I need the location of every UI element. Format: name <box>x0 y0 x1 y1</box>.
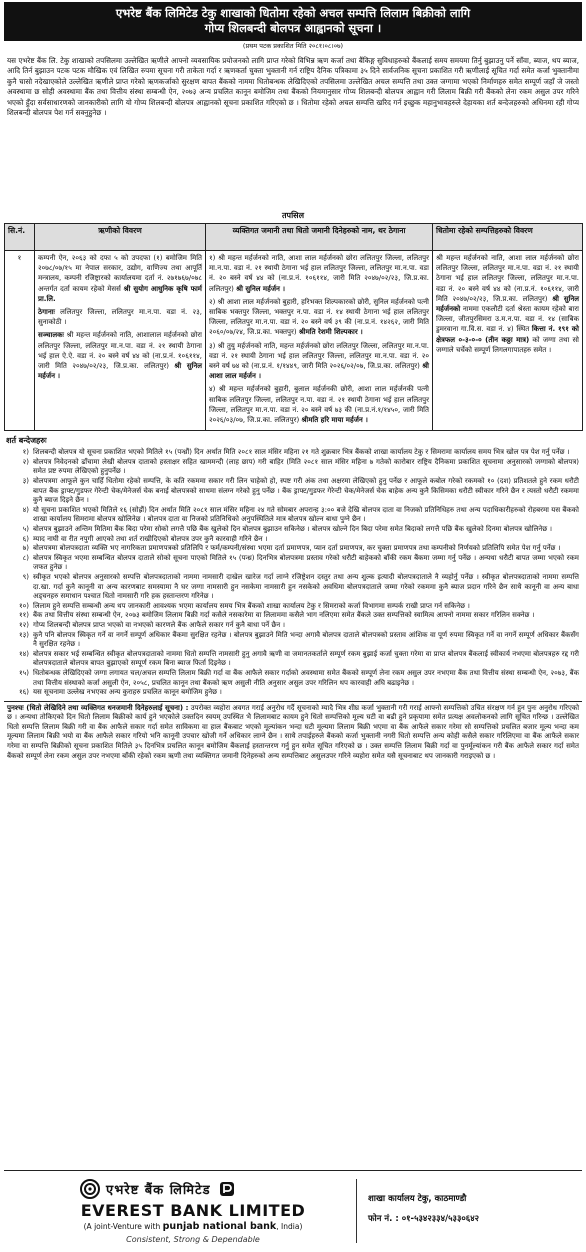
condition-text: बोलपत्र स्विकृत भएमा सम्बन्धित बोलपत्र दाताले सोको सूचना पाएको मितिले १५ (पन्ध्र) दिनभित्र बोलपत्रमा प्रस्ताव गरेको धरौटी बाहेकको बाँकी रकम बैंकमा जम्मा गर्नु पर्नेछ । अन्यथा धरौटी बापत जम्मा भएको रकम जफत हुनेछ । <box>33 553 579 572</box>
condition-text: धितोबन्धक लेखिदिएको जग्गा लगायत चल/अचल सम्पत्ति लिलाम बिक्री गर्दा वा बैंक आफैले सकार गर्दाको अवस्थामा समेत बैंकको सम्पूर्ण लेना रकम असुल उपर नभएमा बैंक तथा वित्तीय संस्था सम्बन्धी ऐन, २०७३, बैंक तथा वित्तीय संस्थाको कर्जा असुली ऐन, २०५८, प्रचलित कानून तथा बैंकको ऋण असुली नीति अनुसार असुल उपर गरिलिन थप कारवाही अघि बढाइनेछ । <box>33 668 579 687</box>
property-owner-text: श्री महन्त मर्हर्जनको नाति, आशा लाल मर्हर्जनको छोरा ललितपुर जिल्ला, ललितपुर मा.न.पा. वडा नं. २१ स्थायी ठेगाना भई हाल ललितपुर जिल्ला, ललितपुर मा.न.पा. वडा नं. २० बस्ने वर्ष ४४ को (ना.प्र.नं. १०६११४, जारी मिति २०४७/०२/२३, जि.प्र.का. ललितपुर) <box>436 254 579 303</box>
condition-number: ६) <box>22 534 29 543</box>
condition-text: कुनै पनि बोलपत्र स्विकृत गर्ने वा नगर्ने सम्पूर्ण अधिकार बैंकमा सुरक्षित रहनेछ । बोलपत्र बुझाउने मिति भन्दा अगावै बोलपत्र दाताले बोलपत्रको प्रस्ताव आंशिक वा पूर्ण रुपमा स्विकृत गर्ने वा नगर्ने सम्पूर्ण अधिकार बैंकसँग नै सुरक्षित रहनेछ । <box>33 630 579 649</box>
condition-number: ८) <box>22 553 29 562</box>
list-item <box>7 458 579 477</box>
list-item <box>7 477 579 506</box>
header-property: धितोमा रहेको सम्पत्तिहरुको विवरण <box>433 224 583 251</box>
borrower-director-text: श्री महन्त मर्हर्जनको नाति, आशालाल मर्हर्जनको छोरा ललितपुर जिल्ला, ललितपुर मा.न.पा. वडा नं. २१ स्थायी ठेगाना भई हाल ऐ.ऐ. वडा नं. २० बस्ने वर्ष ४४ को (ना.प्र.नं. १०६११४, जारी मिति २०४७/०२/२३, जि.प्र.का. ललितपुर) <box>38 331 202 371</box>
condition-text: बोलपत्र बुझाउने अन्तिम मितिमा बैंक बिदा परेमा सोको लगत्तै पछि बैंक खुलेको दिन बोलपत्र बुझाउन सकिनेछ । बोलपत्र खोल्ने दिन बिदा परेमा समेत बिदाको लगत्तै पछि बैंक खुलेको दिनमा बोलपत्र खोलिनेछ । <box>33 525 552 533</box>
schedule-table <box>4 223 583 431</box>
guarantor-item <box>209 384 429 425</box>
header-guarantor: व्यक्तिगत जमानी तथा धितो जमानी दिनेहरुको नाम, थर ठेगाना <box>206 224 433 251</box>
condition-text: म्याद नाघी वा रीत नपुगी आएको तथा शर्त राखीदिएको बोलपत्र उपर कुनै कारवाही गरिने छैन । <box>33 534 268 543</box>
list-item <box>7 544 579 554</box>
branch-office: शाखा कार्यालय टेकु, काठमाण्डौ <box>368 1194 467 1204</box>
special-notice <box>7 704 579 762</box>
condition-text: गोप्य शिलबन्दी बोलपत्र प्राप्त भएको वा नभएको कारणले बैंक आफैले सकार गर्न कुनै बाधा पर्ने छैन । <box>33 620 286 629</box>
footer <box>4 1170 582 1249</box>
condition-text: बैंक तथा वित्तीय संस्था सम्बन्धी ऐन, २०७३ बमोजिम लिलाम बिक्री गर्दा कसैले नसकारेमा वा लिलाममा कसैले भाग नलिएमा समेत बैंकले उक्त सम्पत्तिको स्वामित्व आफ्नो नाममा सकार गरिलिन सक्नेछ । <box>33 611 535 620</box>
list-item <box>7 602 579 612</box>
condition-text: लिलाम हुने सम्पत्ति सम्बन्धी अन्य थप जानकारी आवश्यक भएमा कार्यालय समय भित्र बैंकको शाखा कार्यालय टेकु र सिमराको कर्जा विभागमा सम्पर्क राखी प्राप्त गर्न सकिनेछ । <box>33 601 470 610</box>
guarantor-text: ४) श्री महन्त मर्हर्जनको बुहारी, बुलाल मर्हर्जनकी छोरी, आशा लाल मर्हर्जनकी पत्नी साबिक ललितपुर जिल्ला, ललितपुर न.पा. वडा नं. २१ स्थायी ठेगाना भई हाल ललितपुर जिल्ला, ललितपुर मा.न.पा. वडा नं. २० बस्ने वर्ष ७३ की (ना.प्र.नं.१/१४५०, जारी मिति २०२६/०३/०७, जि.प्र.का. ललितपुर) <box>209 385 429 425</box>
condition-number: ७) <box>22 544 29 553</box>
borrower-address <box>38 307 202 327</box>
borrower-address-label: ठेगानाः <box>38 308 55 317</box>
special-notice-text: उपरोक्त व्यहोरा अवगत गराई अनुरोध गर्दै सूचनाको म्यादै भित्र शीघ्र कर्जा भुक्तानी गरी गराई आफ्नो सम्पत्तिको उचित संरक्षण गर्न हुन पुनः अनुरोध गरिएको छ । अन्यथा तोकिएको दिन धितो लिलाम बिक्रीको कार्य हुने भएकोले उक्तदिन स्वयम् उपस्थित भै लिलामबाट कायम हुने धितो सम्पत्तिको मूल्य घटी वा बढी हुने प्रकृयामा समेत प्रत्यक्ष अवलोकनको लागि सूचित गरिन्छ । उल्लेखित धितो सम्पत्ति लिलाम बिक्री गरी वा बैंक आफैले सकार गर्दा समेत साविकमा वा हाल बैंकबाट भएको मूल्यांकन भन्दा घटी मूल्यमा लिलाम बिक्री भएमा वा बैंक आफैले सकार गरेमा सो सम्पत्तिको प्रचलित बजार मूल्य भन्दा कम मूल्यमा लिलाम बिक्री भयो वा बैंक आफैले सकार गरियो भनि कानूनी उपचार खोजी गर्ने अधिकार लाग्ने छैन । साथै तपाईहरुले बैंकको कर्जा भुक्तानी नगरी धितो सम्पत्ति अन्य कोही कसैले सकार गरिलिएमा वा बैंक आफैले सकार गरेमा वा सम्पत्ति बिक्रीको सूचना प्रकाशित मितिले ३५ दिनभित्र प्रचलित कानून बमोजिम बैंकलाई हस्तान्तरण गर्नु हुन समेत सूचित गरिएको छ । उक्त सम्पत्ति लिलाम बिक्री गर्दा वा पुनर्मूल्यांकन गरी बैंक आफैले सकार गर्दा समेत बैंकको सम्पूर्ण लेना रकम असुल उपर नभएमा बाँकी रहेको रकम ऋणी तथा व्यक्तिगत जमानी दिनेहरुको अन्य सम्पत्तिबाट असुलउपर गरिने व्यहोरा समेत यसै सूचनाबाट थप जानकारी गराइएको छ । <box>7 703 580 760</box>
guarantor-name: श्रीमति रेशमी शिल्पकार । <box>298 328 363 337</box>
bank-emblem-icon <box>80 1179 100 1199</box>
borrower-company-name: श्री सुयोग आधुनिक कृषि फार्म प्रा.लि. <box>38 284 202 303</box>
guarantor-name: श्री आशा लाल मर्हर्जन । <box>209 362 429 381</box>
condition-number: २) <box>22 457 29 466</box>
list-item <box>7 669 579 688</box>
footer-divider <box>356 1179 357 1243</box>
borrower-company-text: कम्पनी ऐन, २०६३ को दफा ५ को उपदफा (१) बमोजिम मिति २०७८/०७/१५ मा नेपाल सरकार, उद्योग, वाणिज्य तथा आपूर्ति मन्त्रालय, कम्पनी रजिष्ट्रारको कार्यालयमा दर्ता नं. २७१७६७/०७८ अन्तर्गत दर्ता कायम रहेको मेसर्स <box>38 254 202 293</box>
list-item <box>7 631 579 650</box>
condition-number: १३) <box>18 630 29 639</box>
borrower-director-name: श्री सुनिल मर्हर्जन । <box>38 362 202 381</box>
condition-text: बोलपत्र निवेदनको ढाँचामा लेखी बोलपत्र दाताको हस्ताक्षर सहित खाममन्दी (लाह छाप) गरी बाहिर (मिति २०८१ साल मंसिर महिना ७ गतेको कारोबार राष्ट्रिय दैनिकमा प्रकाशित सूचनामा अनुसारको जग्गाको बोलपत्र) समेत प्रष्ट रुपमा लेखिएको हुनुपर्नेछ । <box>33 457 579 476</box>
conditions-list <box>4 448 582 697</box>
notice-page <box>4 2 582 1250</box>
borrower-address-text: ललितपुर जिल्ला, ललितपुर मा.न.पा. वडा नं. २३, सुनाकोठी । <box>38 308 202 327</box>
joint-venture-line <box>48 1221 338 1232</box>
guarantor-text: १) श्री महन्त मर्हर्जनको नाति, आशा लाल मर्हर्जनको छोरा ललितपुर जिल्ला, ललितपुर मा.न.पा. वडा नं. २१ स्थायी ठेगाना भई हाल ललितपुर जिल्ला, ललितपुर मा.न.पा. वडा नं. २० बस्ने वर्ष ४४ को (ना.प्र.नं. १०६११४, जारी मिति २०४७/०२/२३, जि.प्र.का. ललितपुर) <box>209 254 429 293</box>
list-item <box>7 448 579 458</box>
header-borrower: ऋणीको विवरण <box>35 224 206 251</box>
table-row <box>5 251 583 431</box>
notice-title-line2: गोप्य शिलबन्दी बोलपत्र आह्वानको सूचना । <box>204 21 382 35</box>
bank-name-nepali: एभरेष्ट बैंक लिमिटेड <box>106 1183 211 1198</box>
condition-text: स्वीकृत भएको बोलपत्र अनुसारको सम्पत्ति बोलपत्रदाताको नाममा नामसारी दाखेल खारेज गर्दा लाग्ने रजिष्ट्रेशन दस्तुर तथा अन्य शुल्क इत्यादी बोलपत्रदाताले नै व्यहोर्नु पर्नेछ । स्वीकृत बोलपत्रदाताको नाममा सम्पत्ति दा.खा. गर्दा कुनै कानूनी वा अन्य कारणबाट समस्यामा नै घर जग्गा नामसारी हुन नसकेमा नामसारी हुन नसकेको अवधिमा बोलपत्रदाताले जम्मा गरेको रकममा कुनै ब्याज प्रदान गरिने छैन साथै कानूनी वा अन्य बाधा अड्चनहरु समाधान पश्चात धितो नामसारी गरि हक हस्तान्तरण गरिनेछ । <box>33 572 579 601</box>
notice-title-line1: एभरेष्ट बैंक लिमिटेड टेकु शाखाको धितोमा रहेको अचल सम्पत्ति लिलाम बिक्रीको लागि <box>115 6 471 20</box>
pnb-logo-icon <box>219 1181 235 1197</box>
list-item <box>7 554 579 573</box>
list-item <box>7 611 579 621</box>
property-plot-text: को जग्गा तथा सो जग्गाले चर्चेको सम्पूर्ण लिगलगापातहरु समेत । <box>436 335 579 354</box>
list-item <box>7 573 579 602</box>
list-item <box>7 535 579 545</box>
condition-text: यो सूचना प्रकाशित भएको मितिले १६ (सोह्रौं) दिन अर्थात मिति २०८१ साल मंसिर महिना २४ गते सोमबार अपरान्ह ३:०० बजे देखि बोलपत्र दाता वा निजको प्रतिनिधिहरु तथा अन्य पदाधिकारीहरुको रोहबरमा यस बैंकको शाखा कार्यालय सिमरामा बोलपत्र खोलिनेछ । बोलपत्र दाता वा निजको प्रतिनिधिको अनुपस्थितिले मात्र बोलपत्र खोल्न बाधा पुग्ने छैन । <box>33 505 579 524</box>
condition-number: १६) <box>18 688 29 697</box>
condition-text: बोलपत्र सकार भई सम्बन्धित स्वीकृत बोलपत्रदाताको नाममा धितो सम्पत्ति नामसारी हुनु अगावै ऋणी वा जमानतकर्ताले सम्पूर्ण रकम बुझाई कर्जा चुक्ता गरेमा वा प्राप्त बोलपत्र बैंकलाई स्वीकार्य नभएमा बोलपत्रहरु रद्द गरी बोलपत्रदाताले बोलपत्र बापत बुझाएको सम्पूर्ण रकम बिना ब्याज फिर्ता दिइनेछ । <box>33 649 579 668</box>
condition-number: ९) <box>22 572 29 581</box>
row-sn: १ <box>5 251 35 431</box>
bank-name-english: EVEREST BANK LIMITED <box>80 1201 306 1220</box>
condition-text: बोलपत्रमा आफूले कुन चाहिँ धितोमा रहेको सम्पत्ति, के कति रकममा सकार गरी लिन चाहेको हो, स्पष्ट गरी अंक तथा अक्षरमा लेखिएको हुनु पर्नेछ र आफूले कबोल गरेको रकमको १० (दश) प्रतिशतले हुने रकम धरौटी बापत बैंक ड्राफ्ट/गुडफर गेरेन्टी चेक/मेनेजर्स चेक बनाई बोलपत्रको साथमा संलग्न गरेको हुनु पर्नेछ । बैंक ड्राफ्ट/गुडफर गेरेन्टी चेक/मेनेजर्स चेक बाहेक अन्य कुनै किसिमका धरौटी स्वीकार गरिने छैन र त्यस्तो धरौटी रकममा कुनै ब्याज दिइने छैन । <box>33 477 579 505</box>
condition-number: ४) <box>22 505 29 514</box>
bank-logo <box>80 1179 235 1199</box>
jv-prefix: (A joint-Venture with <box>83 1222 161 1231</box>
borrower-director <box>38 330 202 381</box>
list-item <box>7 621 579 631</box>
condition-number: १५) <box>18 668 29 677</box>
special-notice-heading: पुनश्चः (धितो लेखिदिने तथा व्यक्तिगत धनजमानी दिनेहरुलाई सूचना) : <box>7 703 189 712</box>
property-cell <box>433 251 583 431</box>
guarantor-cell <box>206 251 433 431</box>
condition-number: १२) <box>18 620 29 629</box>
schedule-title: तपसिल <box>281 211 304 220</box>
jv-partner: punjab national bank <box>162 1221 277 1232</box>
title-banner <box>4 2 582 41</box>
condition-number: ३) <box>22 477 29 486</box>
bank-tagline: Consistent, Strong & Dependable <box>126 1235 260 1244</box>
condition-text: बोलपत्रमा बोलपत्रदाता व्यक्ति भए नागरिकता प्रमाणपत्रको प्रतिलिपि र फर्म/कम्पनी/संस्था भएमा दर्ता प्रमाणपत्र, प्यान दर्ता प्रमाणपत्र, कर चुक्ता प्रमाणपत्र तथा कम्पनीको निर्णयको प्रतिलिपि समेत पेश गर्नु पर्नेछ । <box>33 544 561 553</box>
guarantor-text: २) श्री आशा लाल मर्हर्जनको बुहारी, हरिभक्त शिल्पकारको छोरी, सुनिल मर्हर्जनको पत्नी साबिक भक्तपुर जिल्ला, भक्तपुर न.पा. वडा नं. १४ स्थायी ठेगाना भई हाल ललितपुर जिल्ला, ललितपुर मा.न.पा. वडा नं. २० बस्ने वर्ष ३९ की (ना.प्र.नं. १४२६२, जारी मिति २०६०/०७/२४, जि.प्र.का. भक्तपुर) <box>209 297 429 337</box>
borrower-cell <box>35 251 206 431</box>
conditions-title: शर्त बन्देजहरुः <box>6 436 47 446</box>
condition-text: यस सूचनामा उल्लेख नभएका अन्य कुराहरु प्रचलित कानून बमोजिम हुनेछ । <box>33 688 222 697</box>
guarantor-item <box>209 341 429 382</box>
guarantor-item <box>209 297 429 338</box>
jv-suffix: , India) <box>276 1222 303 1231</box>
list-item <box>7 688 579 698</box>
schedule-header-row <box>5 224 583 251</box>
borrower-company <box>38 253 202 304</box>
list-item <box>7 506 579 525</box>
guarantor-name: श्री सुनिल मर्हर्जन । <box>236 284 286 293</box>
list-item <box>7 525 579 535</box>
condition-number: ११) <box>18 611 29 620</box>
property-plot: कित्ता नं. १९१ को क्षेत्रफल ०-३-०-० (तीन कठ्ठा मात्र) <box>436 325 579 344</box>
publication-date: (प्रथम पटक प्रकाशित मिति २०८१।०८।०७) <box>242 42 344 50</box>
guarantor-item <box>209 253 429 294</box>
phone-number: फोन नं. : ०१-५३४२३३४/५३३०६४२ <box>368 1214 480 1224</box>
guarantor-text: ३) श्री तुयु मर्हर्जनको नाति, महन्त मर्हर्जनको छोरा ललितपुर जिल्ला, ललितपुर मा.न.पा. वडा नं. २१ स्थायी ठेगाना भई हाल ललितपुर जिल्ला, ललितपुर मा.न.पा. वडा नं. २० बस्ने वर्ष ७४ को (ना.प्र.नं. १/१४४९, जारी मिति २०२६/०२/०७, जि.प्र.का. ललितपुर) <box>209 341 429 371</box>
property-owner-name: श्री सुनिल मर्हर्जनको <box>436 294 579 314</box>
borrower-director-label: सञ्चालकः <box>38 331 64 340</box>
property-description <box>436 253 579 355</box>
intro-paragraph: यस एभरेष्ट बैंक लि. टेकु शाखाको तपसिलमा उल्लेखित ऋणीले आफ्नो व्यवसायिक प्रयोजनको लागि प्राप्त गरेको विभिन्न ऋण कर्जा तथा बैंकिङ्ग सुविधाहरुको बैंकलाई समय समयमा तिर्नु बुझाउनु पर्ने साँवा, ब्याज, थप ब्याज, आदि तिर्न बुझाउन पटक पटक मौखिक एवं लिखित रुपमा सूचना गरी ताकेता गर्दा र ऋणकर्ता चुक्ता भुक्तानी गर्न राष्ट्रिय दैनिक पत्रिकामा ३५ दिने सार्वजनिक सूचना प्रकाशित गरी ऋणीलाई सूचित गर्दा समेत कर्जा भुक्तानीमा कुनै चासो नदेखाएकोले उल्लेखित ऋणीले प्राप्त गरेको ऋणकर्जाको सुरक्षण बापत बैंकको नाममा धितोबन्धक लेखिदिएको तपसिलमा उल्लेखित अचल सम्पत्ति तथा उक्त जग्गामा भएको निर्माणहरु समेत सम्पूर्ण जहाँ जे जस्तो अवस्थामा छ सोही अवस्थामा बैंक तथा वित्तीय संस्था सम्बन्धी ऐन, २०७३ अन्य प्रचलित कानून बमोजिम तथा बैंकको नियमानुसार गोप्य शिलबन्दी बोलपत्र आह्वान गरी लिलाम बिक्री गरी बैंकको लेना रकम असुल उपर गरिने भएको हुँदा सर्वसाधारणको जानकारीको लागि यो गोप्य शिलबन्दी बोलपत्र आह्वानको सूचना प्रकाशित गरिएको छ । धितोमा रहेको अचल सम्पत्ति खरिद गर्न इच्छुक महानुभावहरुले देहायका शर्त बन्देजहरुको अधिनमा रही गोप्य शिलबन्दी बोलपत्र पेश गर्न सक्नुहुनेछ । <box>7 56 579 118</box>
condition-number: १४) <box>18 649 29 658</box>
condition-text: शिलबन्दी बोलपत्र यो सूचना प्रकाशित भएको मितिले १५ (पन्ध्रौं) दिन अर्थात मिति २०८१ साल मंसिर महिना २१ गते शुक्रबार भित्र बैंकको शाखा कार्यालय टेकु र सिमरामा कार्यालय समय भित्र खोल पत्र पेश गर्नु पर्नेछ । <box>33 448 570 457</box>
condition-number: ५) <box>22 525 29 533</box>
property-location-text: नाममा एकलौटी दर्ता श्रेस्ता कायम रहेको बारा जिल्ला, जीतपुरसिमरा उ.म.न.पा. वडा नं. १४ (साबिक डुमरवाना गा.वि.स. वडा नं. ४) स्थित <box>436 305 579 334</box>
section-divider <box>4 701 582 702</box>
guarantor-name: श्रीमति हरि माया मर्हर्जन । <box>301 416 368 425</box>
list-item <box>7 650 579 669</box>
condition-number: १०) <box>18 601 29 610</box>
header-sn: सि.नं. <box>5 224 35 251</box>
condition-number: १) <box>22 448 29 457</box>
